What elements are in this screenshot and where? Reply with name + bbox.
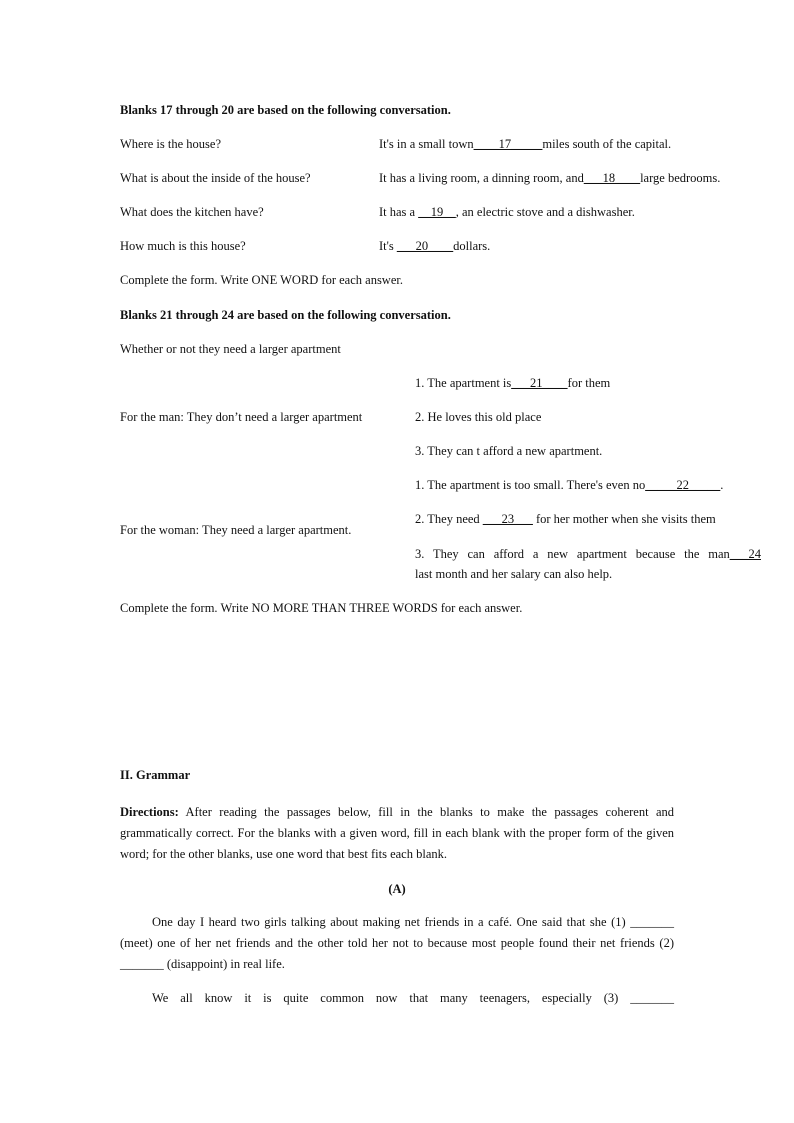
section1-heading: Blanks 17 through 20 are based on the following conversation. xyxy=(120,103,451,117)
section1-instruction: Complete the form. Write ONE WORD for each answer. xyxy=(120,273,403,287)
woman-label: For the woman: They need a larger apartment. xyxy=(120,523,352,537)
question-18: What is about the inside of the house? xyxy=(120,171,311,185)
directions-label: Directions: xyxy=(120,805,179,819)
man-item-2: 2. He loves this old place xyxy=(415,410,542,424)
answer-19: It has a __19__, an electric stove and a dishwasher. xyxy=(379,205,635,219)
section2-heading: Blanks 21 through 24 are based on the following conversation. xyxy=(120,308,451,322)
blank-22[interactable]: _____22_____ xyxy=(645,478,721,492)
blank-20[interactable]: ___20____ xyxy=(396,239,454,253)
answer-18: It has a living room, a dinning room, and___18____large bedrooms. xyxy=(379,171,721,185)
passage-paragraph-1: One day I heard two girls talking about making net friends in a café. One said that she (1) _______ (meet) one of her net friends and the other told her not to because most people found their net friends (2) _______ (disappoint) in real life. xyxy=(120,915,674,971)
man-item-1: 1. The apartment is___21____for them xyxy=(415,376,611,390)
man-label: For the man: They don’t need a larger apartment xyxy=(120,410,363,424)
question-17: Where is the house? xyxy=(120,137,222,151)
woman-item-3: 3. They can afford a new apartment because the man___24 xyxy=(415,547,761,561)
grammar-heading: II. Grammar xyxy=(120,768,191,782)
answer-17: It's in a small town____17_____miles south of the capital. xyxy=(379,137,672,151)
man-item-3: 3. They can t afford a new apartment. xyxy=(415,444,603,458)
blank-23[interactable]: ___23___ xyxy=(482,512,533,526)
question-20: How much is this house? xyxy=(120,239,246,253)
grammar-directions: Directions: After reading the passages below, fill in the blanks to make the passages coherent and grammatically correct. For the blanks with a given word, fill in each blank with the proper form of the given word; for the other blanks, use one word that best fits each blank. xyxy=(120,805,674,861)
answer-20: It's ___20____dollars. xyxy=(379,239,491,253)
passage-paragraph-2: We all know it is quite common now that many teenagers, especially (3) _______ xyxy=(152,991,674,1005)
blank-17[interactable]: ____17_____ xyxy=(473,137,543,151)
blank-18[interactable]: ___18____ xyxy=(583,171,641,185)
question-19: What does the kitchen have? xyxy=(120,205,264,219)
woman-item-3-line2: last month and her salary can also help. xyxy=(415,567,613,581)
blank-19[interactable]: __19__ xyxy=(418,205,456,219)
blank-24[interactable]: ___24 xyxy=(729,547,761,561)
blank-21[interactable]: ___21____ xyxy=(511,376,568,390)
woman-item-2: 2. They need ___23___ for her mother when she visits them xyxy=(415,512,716,526)
section2-instruction: Complete the form. Write NO MORE THAN THREE WORDS for each answer. xyxy=(120,601,523,615)
passage-label: (A) xyxy=(388,882,406,896)
section2-question: Whether or not they need a larger apartment xyxy=(120,342,341,356)
woman-item-1: 1. The apartment is too small. There's even no_____22_____. xyxy=(415,478,724,492)
